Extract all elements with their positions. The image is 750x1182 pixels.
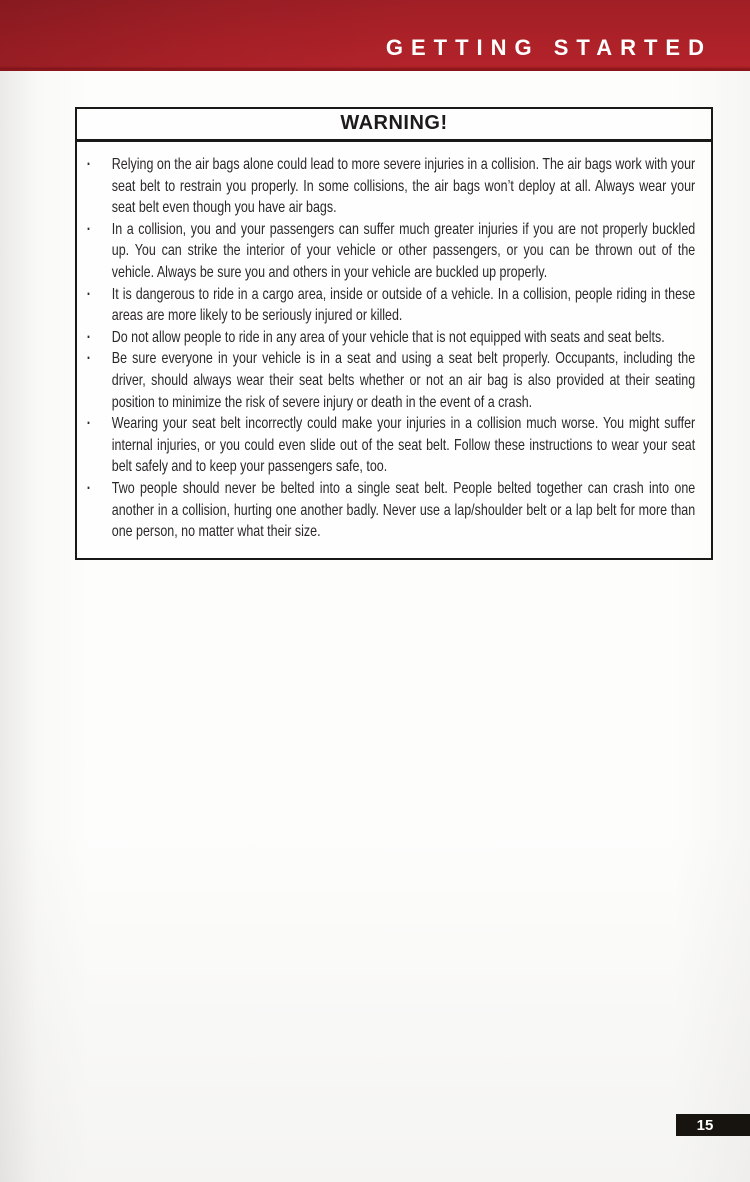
warning-bullet-item	[79, 284, 703, 327]
warning-bullet-item	[79, 154, 703, 219]
warning-bullet-item	[79, 413, 703, 478]
warning-bullet-item	[79, 327, 703, 349]
warning-bullet-text: In a collision, you and your passengers can suffer much greater injuries if you are not properly buckled up. You can strike the interior of your vehicle or other passengers, or you can be thrown out of the vehicle. Always be sure you and others in your vehicle are buckled up properly.	[111, 220, 696, 281]
warning-box-body	[77, 142, 711, 558]
warning-title: WARNING!	[340, 112, 448, 134]
page-number-tab	[676, 1114, 750, 1136]
warning-bullet-text: Relying on the air bags alone could lead to more severe injuries in a collision. The air bags work with your seat belt to restrain you properly. In some collisions, the air bags won’t deploy at all. Always wear your seat belt even though you have air bags.	[111, 156, 696, 217]
warning-bullet-item	[79, 219, 703, 284]
warning-bullet-text: Be sure everyone in your vehicle is in a seat and using a seat belt properly. Occupants, including the driver, should always wear their seat belts whether or not an air bag is also provided at their seating position to minimize the risk of severe injury or death in the event of a crash.	[111, 350, 696, 411]
chapter-title: GETTING STARTED	[385, 34, 712, 60]
page-number: 15	[696, 1116, 714, 1134]
warning-bullet-text: It is dangerous to ride in a cargo area, inside or outside of a vehicle. In a collision, people riding in these areas are more likely to be seriously injured or killed.	[111, 285, 696, 325]
warning-bullet-list	[79, 154, 703, 543]
warning-bullet-text: Do not allow people to ride in any area of your vehicle that is not equipped with seats and seat belts.	[111, 328, 665, 346]
bullet-marker: ·	[86, 220, 91, 238]
bullet-marker: ·	[86, 328, 91, 346]
warning-bullet-text: Two people should never be belted into a single seat belt. People belted together can crash into one another in a collision, hurting one another badly. Never use a lap/shoulder belt or a lap belt for more than one person, no matter what their size.	[111, 479, 696, 541]
bullet-marker: ·	[86, 156, 91, 173]
bullet-marker: ·	[86, 479, 91, 497]
warning-box-header	[77, 109, 711, 142]
bullet-marker: ·	[86, 350, 91, 368]
bullet-marker: ·	[86, 285, 91, 303]
warning-box	[75, 107, 713, 560]
bullet-marker: ·	[86, 415, 91, 433]
warning-bullet-text: Wearing your seat belt incorrectly could make your injuries in a collision much worse. You might suffer internal injuries, or you could even slide out of the seat belt. Follow these instructions to wear your seat belt safely and to keep your passengers safe, too.	[111, 415, 696, 476]
warning-bullet-item	[79, 348, 703, 413]
warning-bullet-item	[79, 478, 703, 543]
chapter-banner	[0, 0, 750, 71]
